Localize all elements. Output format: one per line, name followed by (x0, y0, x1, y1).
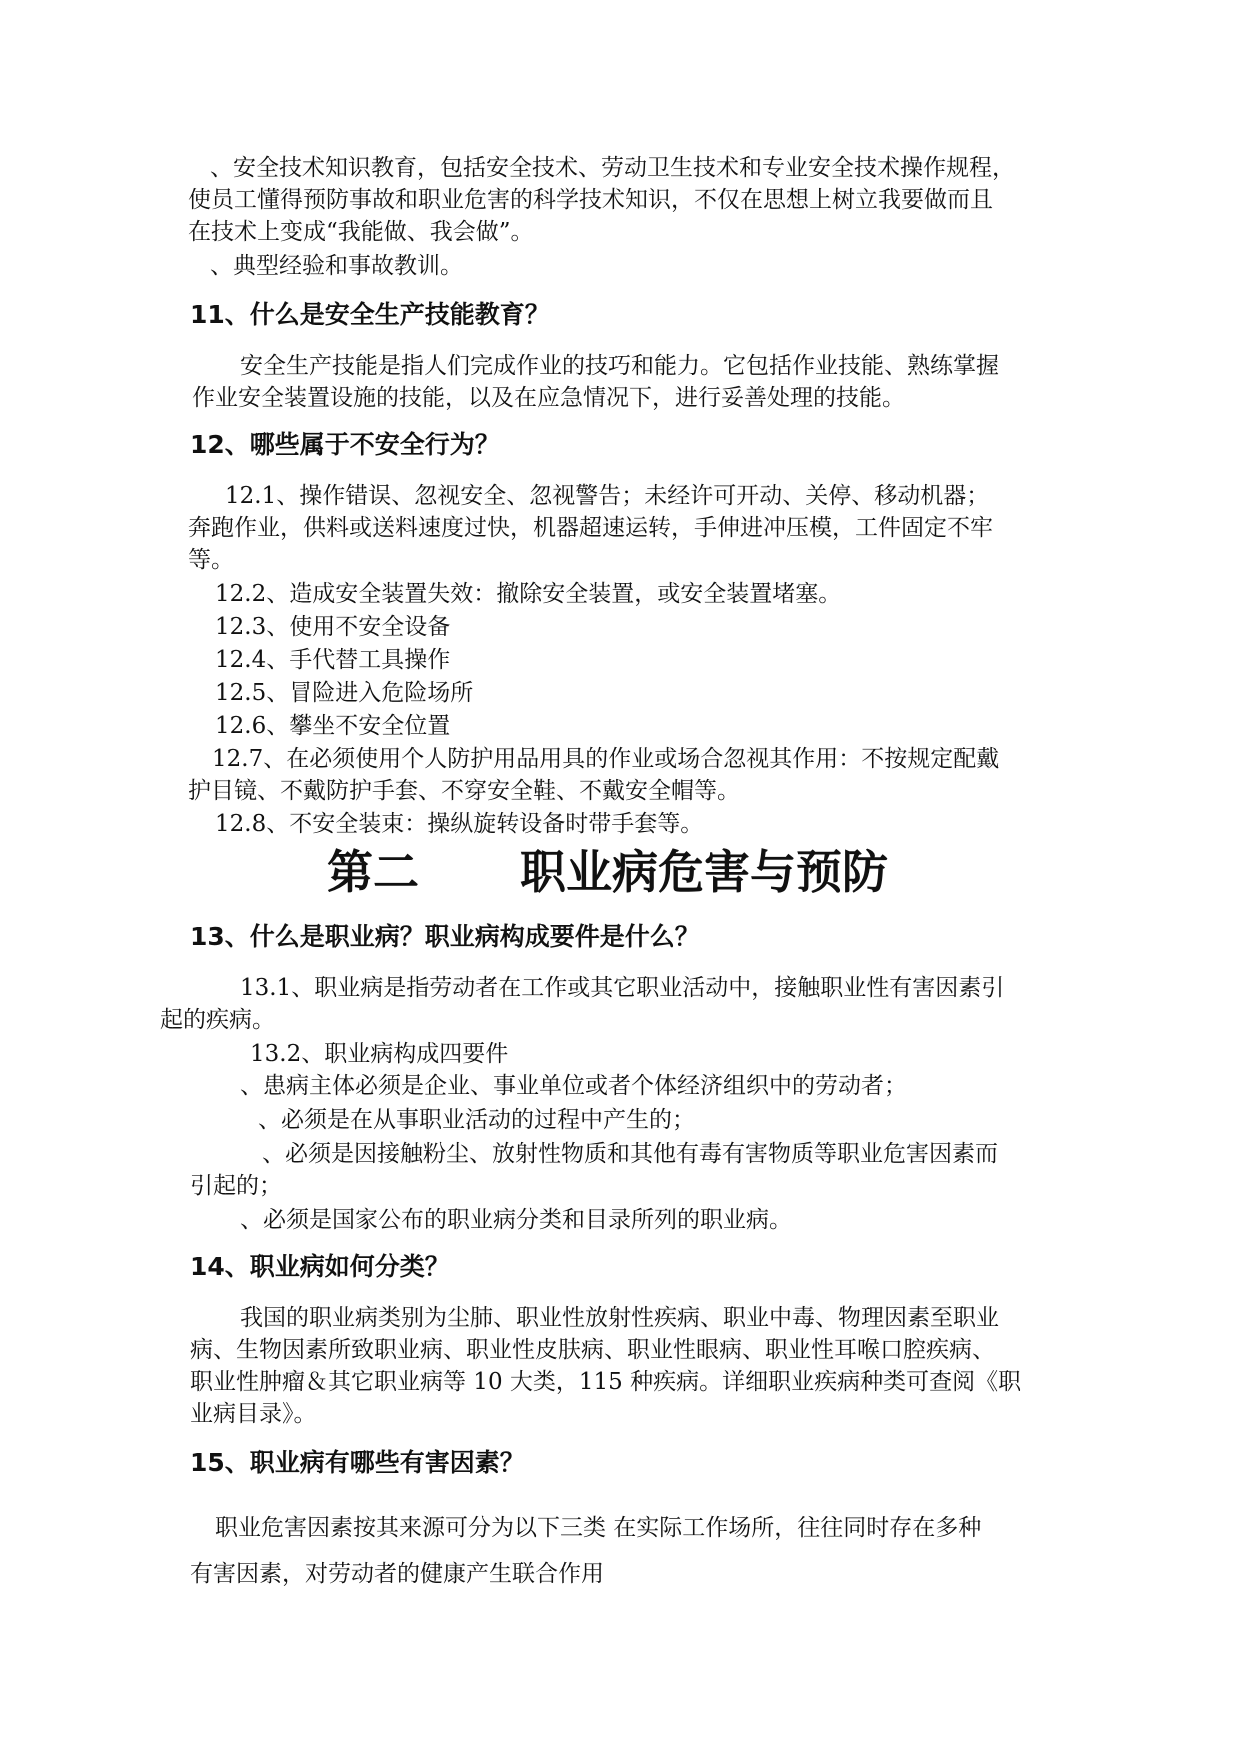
list-item: 12.2、造成安全装置失效：撤除安全装置，或安全装置堵塞。 (215, 581, 842, 607)
chapter-number: 第二 (327, 845, 419, 899)
question-heading-12: 12、哪些属于不安全行为？ (190, 430, 500, 459)
paragraph-line: 职业危害因素按其来源可分为以下三类 在实际工作场所，往往同时存在多种 (215, 1515, 982, 1541)
paragraph-line: 、典型经验和事故教训。 (210, 253, 463, 279)
list-item: 12.5、冒险进入危险场所 (215, 680, 474, 706)
question-heading-14: 14、职业病如何分类？ (190, 1252, 450, 1281)
paragraph-line: 病、生物因素所致职业病、职业性皮肤病、职业性眼病、职业性耳喉口腔疾病、 (190, 1337, 995, 1363)
question-heading-15: 15、职业病有哪些有害因素？ (190, 1448, 525, 1477)
paragraph-line: 在技术上变成“我能做、我会做”。 (188, 219, 534, 245)
list-item: 护目镜、不戴防护手套、不穿安全鞋、不戴安全帽等。 (188, 778, 740, 804)
list-item: 等。 (188, 547, 234, 573)
paragraph-line: 、必须是因接触粉尘、放射性物质和其他有毒有害物质等职业危害因素而 (262, 1141, 998, 1167)
question-heading-11: 11、什么是安全生产技能教育？ (190, 300, 550, 329)
paragraph-line: 、安全技术知识教育，包括安全技术、劳动卫生技术和专业安全技术操作规程， (210, 155, 1015, 181)
paragraph-line: 、患病主体必须是企业、事业单位或者个体经济组织中的劳动者； (240, 1073, 907, 1099)
list-item: 12.7、在必须使用个人防护用品用具的作业或场合忽视其作用：不按规定配戴 (212, 746, 1000, 772)
paragraph-line: 作业安全装置设施的技能，以及在应急情况下，进行妥善处理的技能。 (192, 385, 905, 411)
list-item: 奔跑作业，供料或送料速度过快，机器超速运转，手伸进冲压模，工件固定不牢 (188, 515, 993, 541)
paragraph-line: 13.2、职业病构成四要件 (250, 1041, 509, 1067)
paragraph-line: 安全生产技能是指人们完成作业的技巧和能力。它包括作业技能、熟练掌握 (240, 353, 999, 379)
paragraph-line: 13.1、职业病是指劳动者在工作或其它职业活动中，接触职业性有害因素引 (240, 975, 1005, 1001)
paragraph-line: 职业性肿瘤＆其它职业病等 10 大类，115 种疾病。详细职业疾病种类可查阅《职 (190, 1369, 1022, 1395)
question-heading-13: 13、什么是职业病？职业病构成要件是什么？ (190, 922, 700, 951)
paragraph-line: 引起的； (190, 1173, 282, 1199)
paragraph-line: 有害因素，对劳动者的健康产生联合作用 (190, 1561, 604, 1587)
list-item: 12.4、手代替工具操作 (215, 647, 451, 673)
list-item: 12.8、不安全装束：操纵旋转设备时带手套等。 (215, 811, 704, 837)
list-item: 12.6、攀坐不安全位置 (215, 713, 451, 739)
chapter-title: 职业病危害与预防 (520, 845, 888, 899)
paragraph-line: 、必须是在从事职业活动的过程中产生的； (258, 1107, 695, 1133)
list-item: 12.3、使用不安全设备 (215, 614, 451, 640)
paragraph-line: 我国的职业病类别为尘肺、职业性放射性疾病、职业中毒、物理因素至职业 (240, 1305, 999, 1331)
paragraph-line: 起的疾病。 (160, 1007, 275, 1033)
paragraph-line: 使员工懂得预防事故和职业危害的科学技术知识，不仅在思想上树立我要做而且 (188, 187, 993, 213)
list-item: 12.1、操作错误、忽视安全、忽视警告；未经许可开动、关停、移动机器； (225, 483, 990, 509)
paragraph-line: 业病目录》。 (190, 1401, 317, 1427)
paragraph-line: 、必须是国家公布的职业病分类和目录所列的职业病。 (240, 1207, 792, 1233)
